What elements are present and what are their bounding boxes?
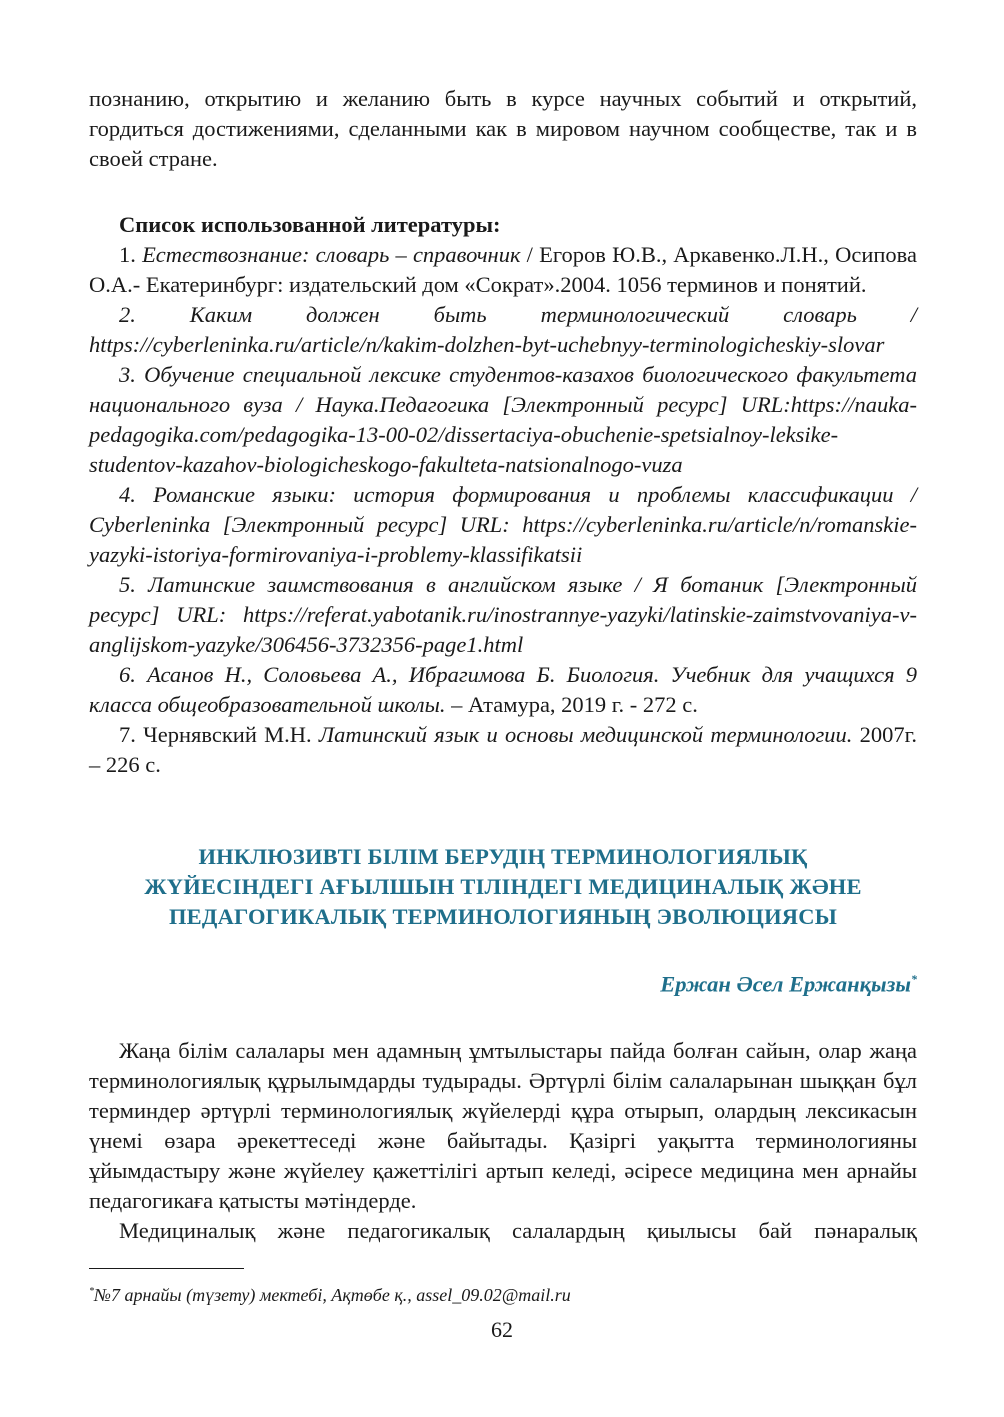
reference-title: Естествознание: словарь – справочник bbox=[142, 242, 521, 267]
author-footnote-mark: * bbox=[911, 972, 917, 986]
reference-number: 3. bbox=[119, 362, 136, 387]
reference-number: 5. bbox=[119, 572, 136, 597]
reference-item-4 bbox=[89, 480, 917, 570]
reference-title: Асанов Н., Соловьева А., Ибрагимова Б. Биология. Учебник для учащихся 9 класса общеобразовательной школы. bbox=[89, 662, 918, 717]
article-title-line-3: ПЕДАГОГИКАЛЫҚ ТЕРМИНОЛОГИЯНЫҢ ЭВОЛЮЦИЯСЫ bbox=[168, 904, 837, 929]
article-title-line-1: ИНКЛЮЗИВТІ БІЛІМ БЕРУДІҢ ТЕРМИНОЛОГИЯЛЫҚ bbox=[198, 844, 808, 869]
reference-number: 4. bbox=[119, 482, 136, 507]
references-title: Список использованной литературы: bbox=[119, 212, 501, 237]
reference-number: 1. bbox=[119, 242, 136, 267]
author-name: Ержан Әсел Ержанқызы bbox=[660, 971, 911, 997]
reference-title: Латинские заимствования в английском языке / Я ботаник [Электронный ресурс] URL: https://referat.yabotanik.ru/inostrannye-yazyki/latinskie-zaimstvovaniya-v-anglijskom-yazyke/306456-3732356-page1.html bbox=[89, 572, 918, 657]
reference-details: / Егоров Ю.В., Аркавенко.Л.Н., Осипова О.А.- Екатеринбург: издательский дом «Сократ».2004. 1056 терминов и понятий. bbox=[89, 242, 917, 297]
reference-item-7 bbox=[89, 720, 917, 780]
reference-details: 2007г. – 226 с. bbox=[89, 722, 917, 777]
footnote-mark: * bbox=[89, 1286, 94, 1297]
reference-number: 7. bbox=[119, 722, 136, 747]
footnote bbox=[89, 1280, 917, 1307]
reference-title: Каким должен быть терминологический словарь / https://cyberleninka.ru/article/n/kakim-dolzhen-byt-uchebnyy-terminologicheskiy-slovar bbox=[89, 302, 917, 357]
reference-number: 2. bbox=[119, 302, 136, 327]
reference-item-3 bbox=[89, 360, 917, 480]
reference-number: 6. bbox=[119, 662, 136, 687]
article-author bbox=[89, 964, 917, 1000]
reference-author: Чернявский М.Н. bbox=[135, 722, 319, 747]
reference-details: – Атамура, 2019 г. - 272 с. bbox=[445, 692, 698, 717]
reference-item-5 bbox=[89, 570, 917, 660]
article-paragraph-2: Медициналық және педагогикалық салалардың қиылысы бай пәнаралық bbox=[119, 1217, 917, 1243]
reference-item-6 bbox=[89, 660, 917, 720]
reference-title: Латинский язык и основы медицинской терминологии. bbox=[318, 722, 853, 747]
article-paragraph-1: Жаңа білім салалары мен адамның ұмтылыстары пайда болған сайын, олар жаңа терминологиялық құрылымдарды тудырады. Әртүрлі білім салаларынан шыққан бұл терминдер әртүрлі терминологиялық жүйелерді құра отырып, олардың лексикасын үнемі өзара әрекеттеседі және байытады. Қазіргі уақытта терминологияны ұйымдастыру және жүйелеу қажеттілігі артып келеді, әсіресе медицина мен арнайы педагогикаға қатысты мәтіндерде. bbox=[89, 1037, 917, 1213]
footnote-divider bbox=[89, 1268, 244, 1269]
intro-paragraph: познанию, открытию и желанию быть в курсе научных событий и открытий, гордиться достижениями, сделанными как в мировом научном сообществе, так и в своей стране. bbox=[89, 86, 917, 171]
reference-item-2 bbox=[89, 300, 917, 360]
article-title-line-2: ЖҮЙЕСІНДЕГІ АҒЫЛШЫН ТІЛІНДЕГІ МЕДИЦИНАЛЫҚ ЖӘНЕ bbox=[144, 874, 862, 899]
page-number: 62 bbox=[491, 1317, 513, 1342]
reference-item-1 bbox=[89, 240, 917, 300]
footnote-text: №7 арнайы (түзету) мектебі, Ақтөбе қ., assel_09.02@mail.ru bbox=[94, 1285, 571, 1305]
article-title bbox=[89, 842, 917, 932]
reference-title: Романские языки: история формирования и проблемы классификации / Cyberleninka [Электронный ресурс] URL: https://cyberleninka.ru/article/n/romanskie-yazyki-istoriya-formirovaniya-i-problemy-klassifikatsii bbox=[89, 482, 917, 567]
references-list bbox=[89, 240, 917, 780]
page-content bbox=[89, 78, 917, 1246]
reference-title: Обучение специальной лексике студентов-казахов биологического факультета национального вуза / Наука.Педагогика [Электронный ресурс] URL:https://nauka-pedagogika.com/pedagogika-13-00-02/dissertaciya-obuchenie-spetsialnoy-leksike-studentov-kazahov-biologicheskogo-fakulteta-natsionalnogo-vuza bbox=[89, 362, 917, 477]
